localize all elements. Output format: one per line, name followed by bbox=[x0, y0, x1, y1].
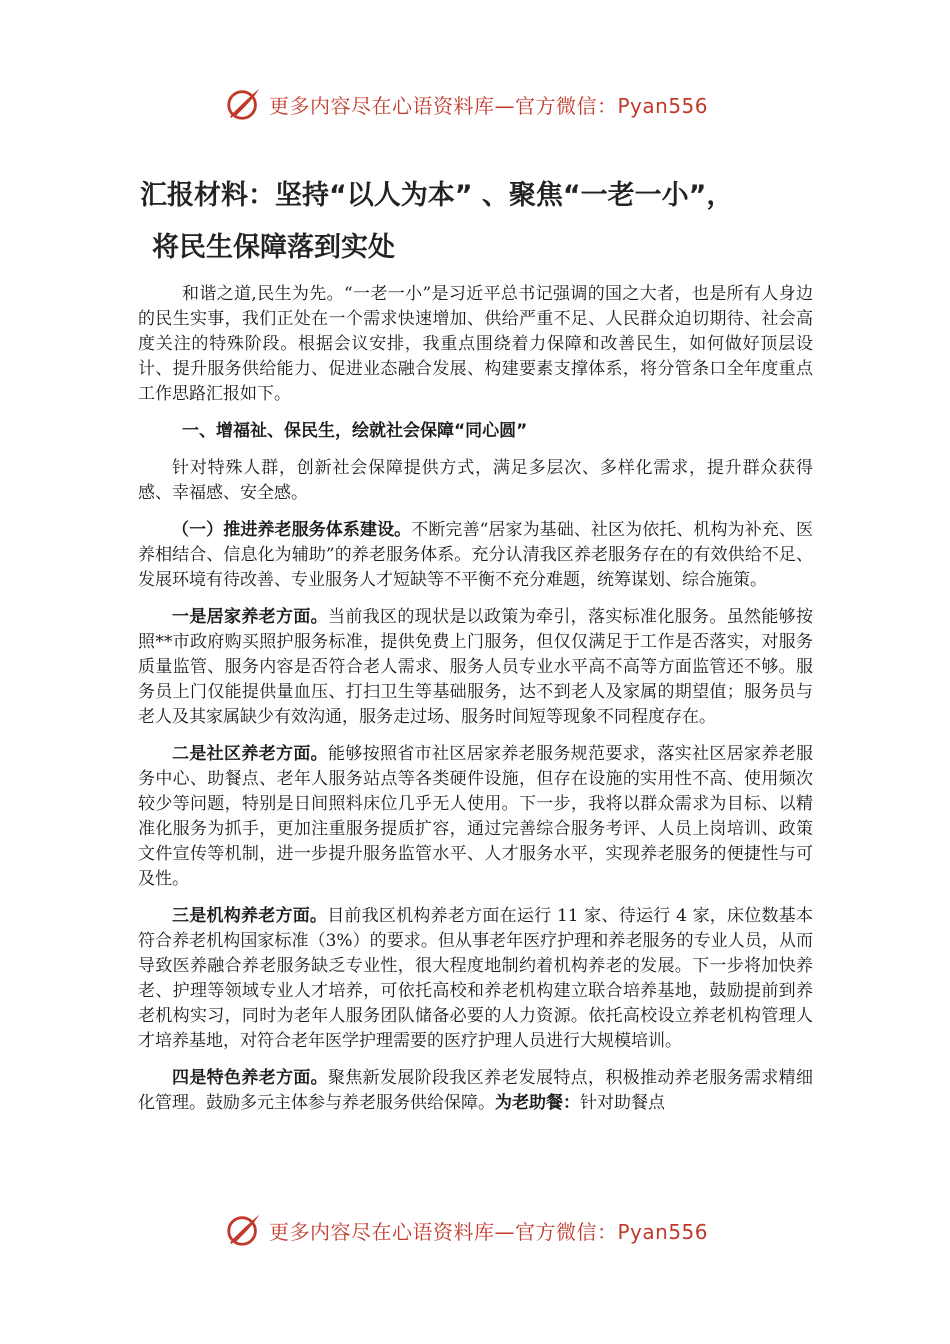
title-line-2: 将民生保障落到实处 bbox=[152, 232, 395, 263]
subsection-text: 不断完善“居家为基础、社区为依托、机构为补充、医养相结合、信息化为辅助”的养老服务体系。充分认清我区养老服务存在的有效供给不足、发展环境有待改善、专业服务人才短缺等不平衡不充分难题，统筹谋划、综合施策。 bbox=[138, 520, 813, 590]
paragraph-label: 三是机构养老方面。 bbox=[172, 906, 328, 926]
intro-paragraph: 和谐之道,民生为先。“一老一小”是习近平总书记强调的国之大者，也是所有人身边的民生实事，我们正处在一个需求快速增加、供给严重不足、人民群众迫切期待、社会高度关注的特殊阶段。根据会议安排，我重点围绕着力保障和改善民生，如何做好顶层设计、提升服务供给能力、促进业态融合发展、构建要素支撑体系，将分管条口全年度重点工作思路汇报如下。 bbox=[138, 284, 813, 404]
paragraph-label: 二是社区养老方面。 bbox=[172, 744, 328, 764]
header-watermark-banner bbox=[225, 84, 745, 124]
page-title bbox=[140, 170, 840, 274]
subsection-label: （一）推进养老服务体系建设。 bbox=[172, 520, 412, 540]
paragraph-text: 目前我区机构养老方面在运行 11 家、待运行 4 家，床位数基本符合养老机构国家标准（3%）的要求。但从事老年医疗护理和养老服务的专业人员，从而导致医养融合养老服务缺乏专业性，很大程度地制约着机构养老的发展。下一步将加快养老、护理等领域专业人才培养，可依托高校和养老机构建立联合培养基地，鼓励提前到养老机构实习，同时为老年人服务团队储备必要的人力资源。依托高校设立养老机构管理人才培养基地，对符合老年医学护理需要的医疗护理人员进行大规模培训。 bbox=[138, 906, 814, 1051]
paragraph-label-2: 为老助餐： bbox=[495, 1093, 580, 1113]
paragraph-text-2: 针对助餐点 bbox=[580, 1093, 665, 1113]
paragraph-text: 聚焦新发展阶段我区养老发展特点，积极推动养老服务需求精细化管理。鼓励多元主体参与养老服务供给保障。 bbox=[138, 1068, 813, 1113]
banner-text: 更多内容尽在心语资料库—官方微信：Pyan556 bbox=[269, 1219, 709, 1244]
paragraph-label: 一是居家养老方面。 bbox=[172, 607, 328, 627]
paragraph-institution-care bbox=[138, 904, 813, 1054]
quill-logo-icon bbox=[225, 1211, 263, 1249]
paragraph-text: 能够按照省市社区居家养老服务规范要求，落实社区居家养老服务中心、助餐点、老年人服务站点等各类硬件设施，但存在设施的实用性不高、使用频次较少等问题，特别是日间照料床位几乎无人使用。下一步，我将以群众需求为目标、以精准化服务为抓手，更加注重服务提质扩容，通过完善综合服务考评、人员上岗培训、政策文件宣传等机制，进一步提升服务监管水平、人才服务水平，实现养老服务的便捷性与可及性。 bbox=[138, 744, 813, 889]
footer-watermark-banner bbox=[225, 1210, 745, 1250]
document-body bbox=[138, 282, 813, 1128]
paragraph-special-care bbox=[138, 1066, 813, 1116]
paragraph-text: 当前我区的现状是以政策为牵引，落实标准化服务。虽然能够按照**市政府购买照护服务标准，提供免费上门服务，但仅仅满足于工作是否落实，对服务质量监管、服务内容是否符合老人需求、服务人员专业水平高不高等方面监管还不够。服务员上门仅能提供量血压、打扫卫生等基础服务，达不到老人及家属的期望值；服务员与老人及其家属缺少有效沟通，服务走过场、服务时间短等现象不同程度存在。 bbox=[138, 607, 813, 727]
paragraph-label: 四是特色养老方面。 bbox=[172, 1068, 328, 1088]
quill-logo-icon bbox=[225, 85, 263, 123]
subsection-paragraph-1 bbox=[138, 518, 813, 593]
title-line-1: 汇报材料：坚持“以人为本” 、聚焦“一老一小”， bbox=[140, 180, 734, 211]
paragraph-home-care bbox=[138, 605, 813, 730]
banner-text: 更多内容尽在心语资料库—官方微信：Pyan556 bbox=[269, 93, 709, 118]
section-heading-1: 一、增福祉、保民生，绘就社会保障“同心圆” bbox=[182, 421, 528, 441]
paragraph-community-care bbox=[138, 742, 813, 892]
section-lead-paragraph: 针对特殊人群，创新社会保障提供方式，满足多层次、多样化需求，提升群众获得感、幸福感、安全感。 bbox=[138, 458, 813, 503]
